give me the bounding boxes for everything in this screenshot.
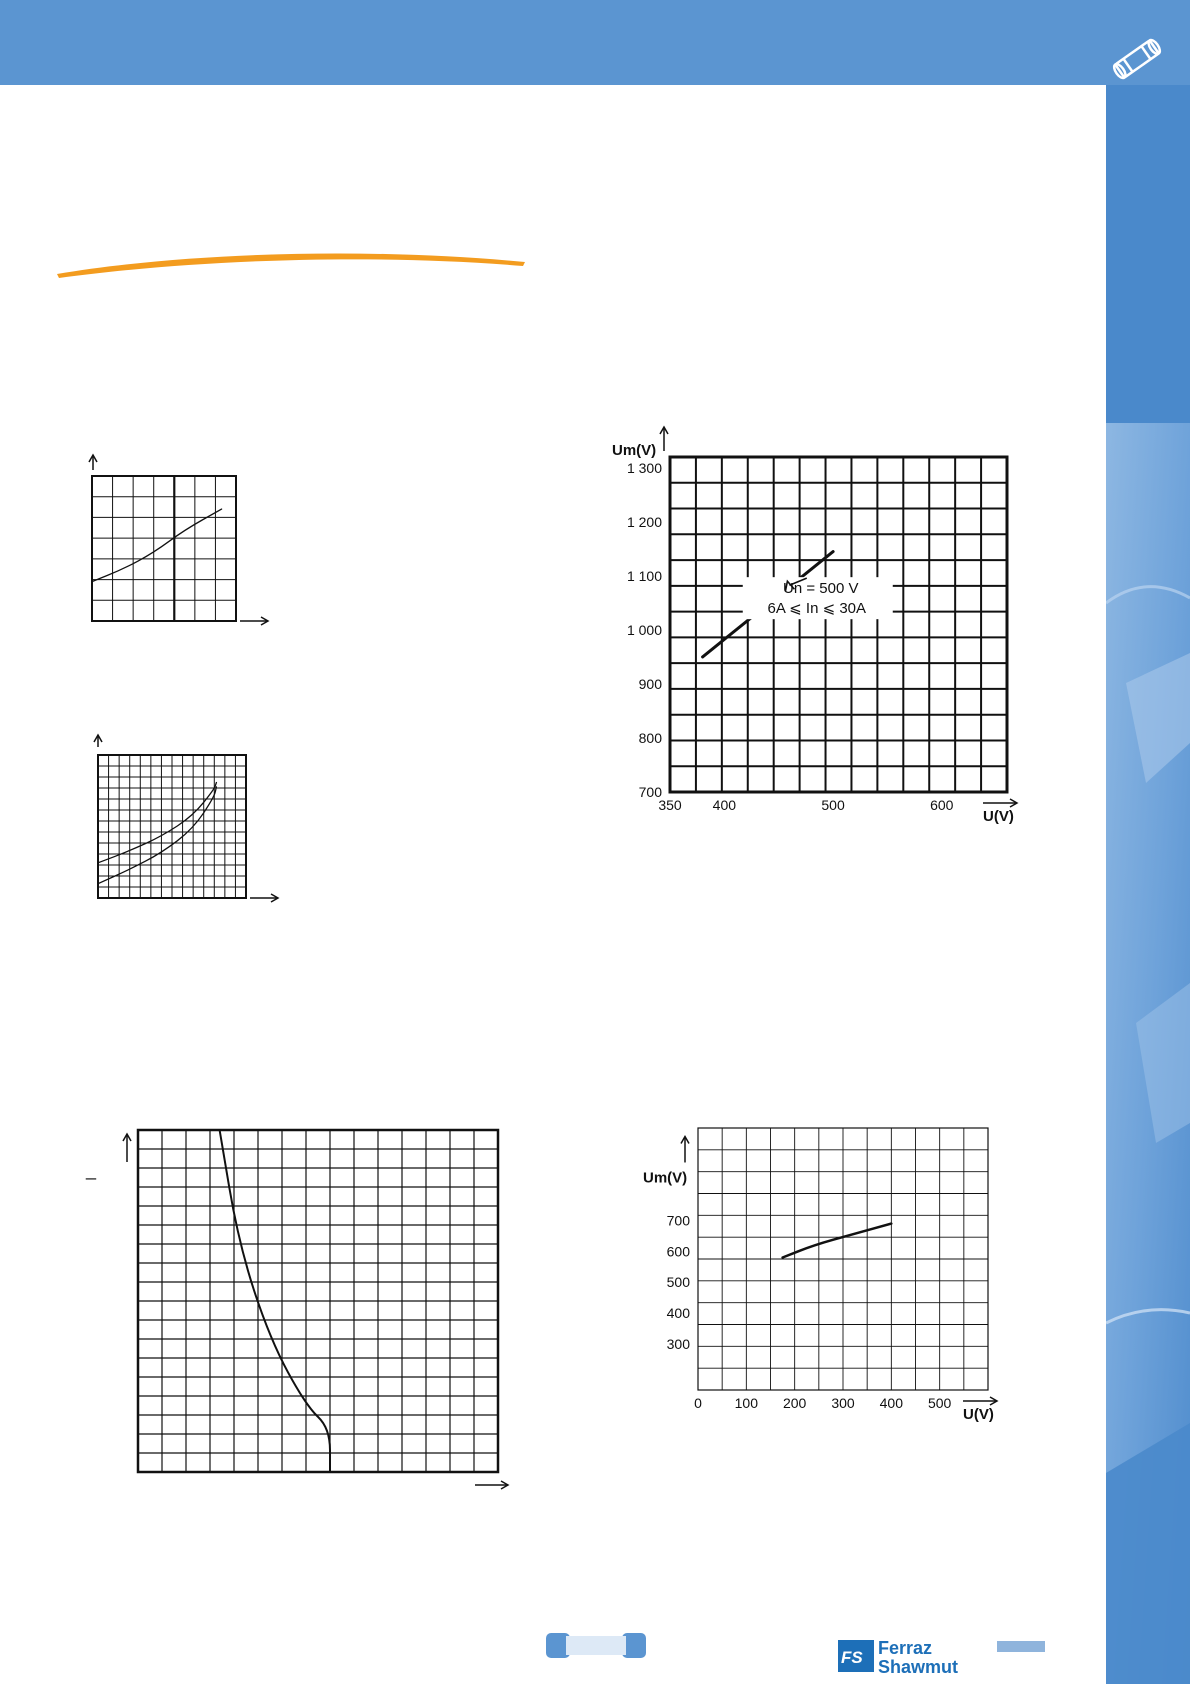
small-chart-1 [82, 450, 272, 635]
y-axis-label: Um(V) [612, 442, 657, 459]
x-tick-label: 350 [658, 797, 682, 813]
series-line-1 [783, 1224, 892, 1258]
y-tick-label: 1 200 [626, 513, 662, 530]
x-tick-label: 300 [831, 1395, 855, 1411]
annotation-text: 6A ⩽ In ⩽ 30A [767, 600, 867, 618]
right-sidebar [1106, 85, 1190, 1684]
x-tick-label: 400 [879, 1395, 904, 1411]
x-tick-label: 0 [694, 1395, 702, 1411]
x-tick-label: 600 [930, 797, 954, 813]
x-tick-label: 500 [821, 797, 845, 813]
cartridge-fuse-icon [1104, 36, 1170, 82]
sidebar-background-graphic [1106, 423, 1190, 1684]
x-axis-label: U(V) [983, 808, 1014, 825]
y-tick-label: 700 [638, 784, 662, 800]
y-tick-label: 500 [666, 1274, 690, 1291]
brand-line-1: Ferraz [878, 1638, 933, 1658]
orange-title-swoosh [55, 240, 535, 280]
x-tick-label: 400 [712, 797, 737, 813]
y-tick-label: 700 [666, 1212, 690, 1229]
page-number [566, 1636, 626, 1655]
y-tick-label: 900 [638, 675, 662, 692]
x-tick-label: 200 [782, 1395, 807, 1411]
plot-frame [670, 457, 1007, 792]
x-axis-label: U(V) [963, 1406, 994, 1423]
logo-mark: FS [841, 1648, 863, 1667]
y-tick-label: 1 100 [626, 567, 662, 584]
y-axis-label: Um(V) [643, 1169, 688, 1187]
series-line-1 [92, 509, 222, 581]
page-number-tab [546, 1633, 646, 1658]
y-tick-label: 800 [638, 729, 662, 746]
small-chart-2 [82, 730, 282, 915]
annotation-text: Un = 500 V [783, 580, 859, 598]
y-tick-label: 1 000 [626, 621, 662, 638]
large-decreasing-chart [80, 1122, 520, 1502]
brand-line-2: Shawmut [878, 1657, 959, 1675]
y-tick-label: 1 300 [626, 459, 662, 476]
series-line-2 [98, 787, 216, 884]
um-vs-u-chart-500v [600, 430, 1030, 830]
y-axis-mark: _ [86, 1160, 97, 1180]
um-vs-u-chart-low [620, 1122, 1020, 1422]
y-tick-label: 400 [666, 1304, 690, 1321]
y-tick-label: 600 [666, 1243, 690, 1260]
y-tick-label: 300 [666, 1335, 690, 1352]
ferraz-shawmut-logo [838, 1637, 1048, 1675]
header-bar [0, 0, 1190, 85]
x-tick-label: 100 [734, 1395, 759, 1411]
series-line-1 [98, 783, 216, 863]
plot-frame [92, 476, 236, 621]
sidebar-upper-panel [1106, 85, 1190, 423]
x-tick-label: 500 [927, 1395, 952, 1411]
